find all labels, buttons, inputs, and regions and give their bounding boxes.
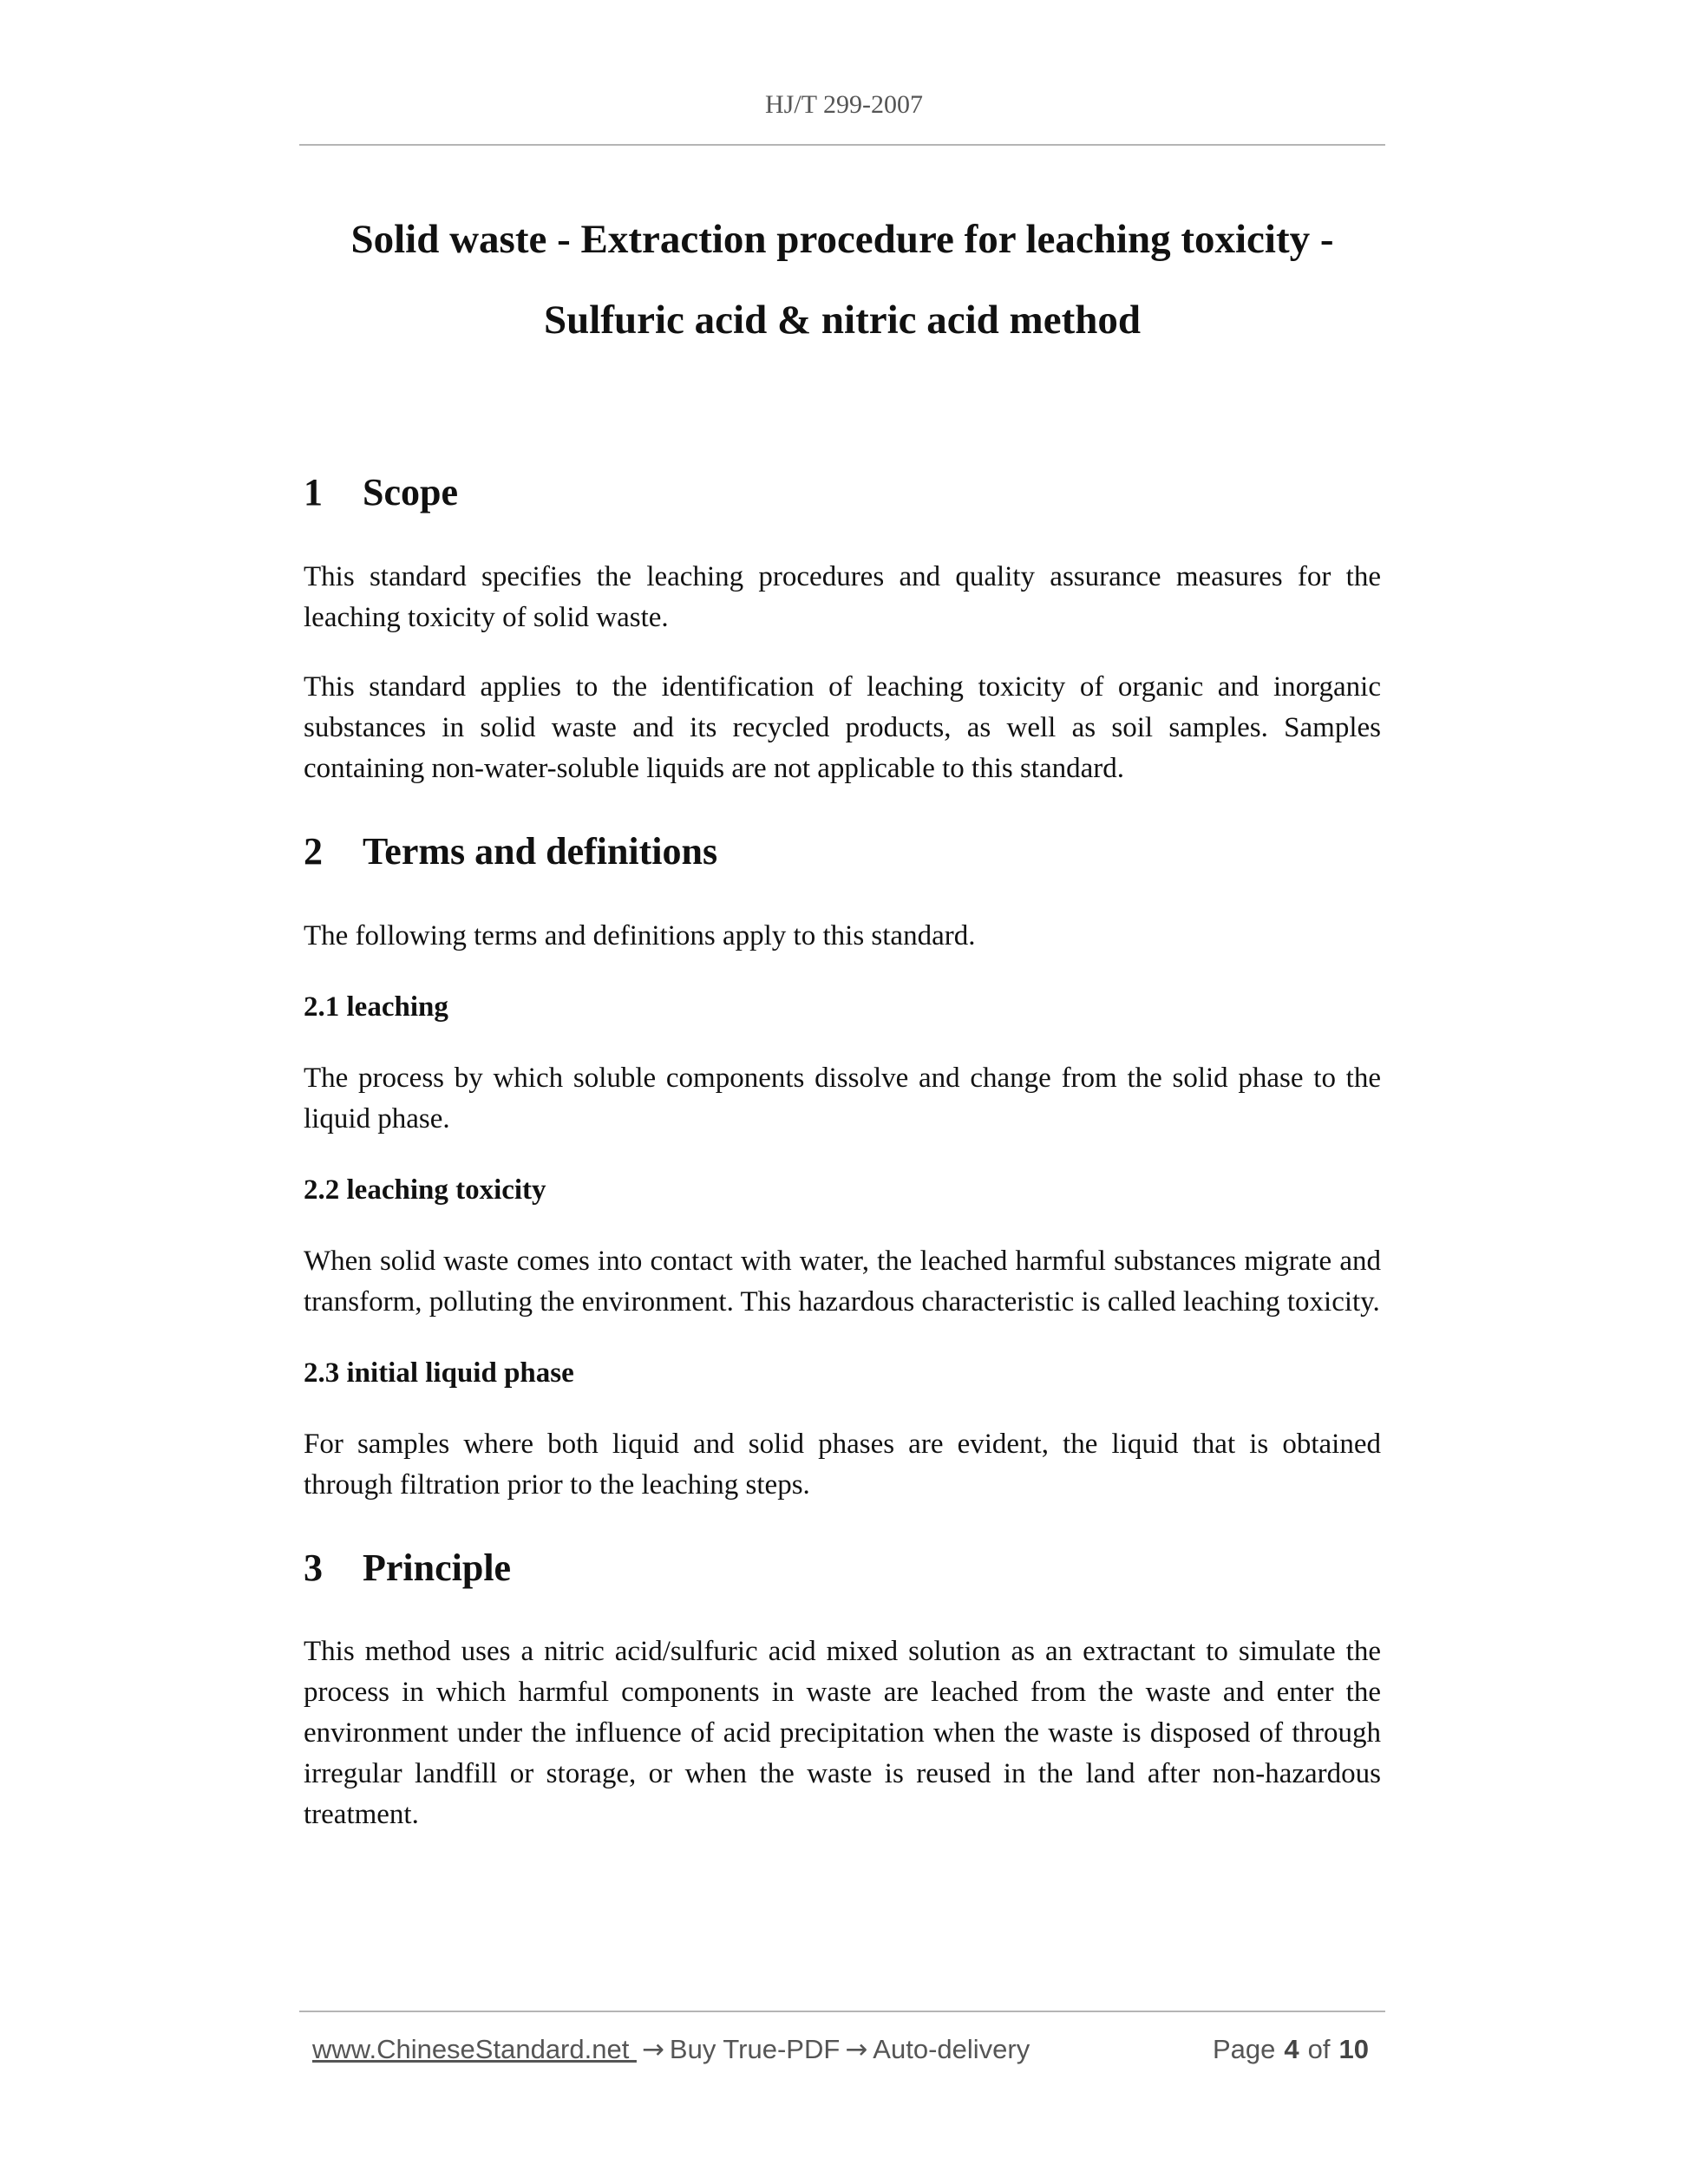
total-pages-number: 10 bbox=[1338, 2034, 1369, 2064]
of-label: of bbox=[1307, 2034, 1331, 2064]
term-2-2: 2.2 leaching toxicity bbox=[304, 1174, 546, 1206]
section-heading-terms bbox=[304, 829, 1381, 875]
section-title: Terms and definitions bbox=[363, 829, 718, 873]
section-heading-principle bbox=[304, 1546, 1381, 1592]
definition-2-3: For samples where both liquid and solid phases are evident, the liquid that is obtained through filtration prior to the leaching steps. bbox=[304, 1428, 1381, 1501]
page-label: Page bbox=[1213, 2034, 1276, 2064]
term-2-1: 2.1 leaching bbox=[304, 991, 448, 1023]
section-number: 1 bbox=[304, 471, 323, 513]
document-code: HJ/T 299-2007 bbox=[765, 90, 923, 119]
scope-paragraph-2: This standard applies to the identification of leaching toxicity of organic and inorganic substances in solid waste and its recycled products, as well as soil samples. Samples containing non-water-soluble liquids are not applicable to this standard. bbox=[304, 670, 1381, 784]
principle-paragraph: This method uses a nitric acid/sulfuric acid mixed solution as an extractant to simulate the process in which harmful components in waste are leached from the waste and enter the environment under the influence of acid precipitation when the waste is disposed of through irregular landfill or storage, or when the waste is reused in the land after non-hazardous treatment. bbox=[304, 1636, 1381, 1831]
definition-2-1: The process by which soluble components dissolve and change from the solid phase to the liquid phase. bbox=[304, 1062, 1381, 1135]
title-line-1: Solid waste - Extraction procedure for leaching toxicity - bbox=[350, 217, 1334, 262]
arrow-right-icon: → bbox=[641, 2034, 664, 2065]
chinesestandard-link[interactable]: www.ChineseStandard.net bbox=[312, 2034, 637, 2064]
arrow-right-icon: → bbox=[845, 2034, 868, 2065]
section-number: 2 bbox=[304, 829, 323, 873]
section-number: 3 bbox=[304, 1546, 323, 1589]
scope-paragraph-1: This standard specifies the leaching procedures and quality assurance measures for the leaching toxicity of solid waste. bbox=[304, 560, 1381, 633]
page-content bbox=[304, 199, 1381, 1835]
section-heading-scope bbox=[304, 470, 1381, 516]
header-rule bbox=[299, 144, 1385, 146]
current-page-number: 4 bbox=[1284, 2034, 1299, 2064]
page-footer bbox=[312, 2028, 1381, 2071]
section-title: Scope bbox=[363, 471, 458, 513]
section-title: Principle bbox=[363, 1546, 512, 1589]
buy-pdf-text: Buy True-PDF bbox=[669, 2034, 841, 2064]
auto-delivery-text: Auto-delivery bbox=[873, 2034, 1030, 2064]
term-2-3: 2.3 initial liquid phase bbox=[304, 1357, 574, 1389]
footer-links bbox=[312, 2028, 1030, 2071]
footer-rule bbox=[299, 2011, 1385, 2012]
page-indicator bbox=[1213, 2028, 1369, 2071]
document-title bbox=[304, 199, 1381, 361]
definition-2-2: When solid waste comes into contact with water, the leached harmful substances migrate and transform, polluting the environment. This hazardous characteristic is called leaching toxicity. bbox=[304, 1245, 1381, 1318]
terms-intro: The following terms and definitions apply to this standard. bbox=[304, 919, 976, 951]
title-line-2: Sulfuric acid & nitric acid method bbox=[544, 298, 1141, 343]
